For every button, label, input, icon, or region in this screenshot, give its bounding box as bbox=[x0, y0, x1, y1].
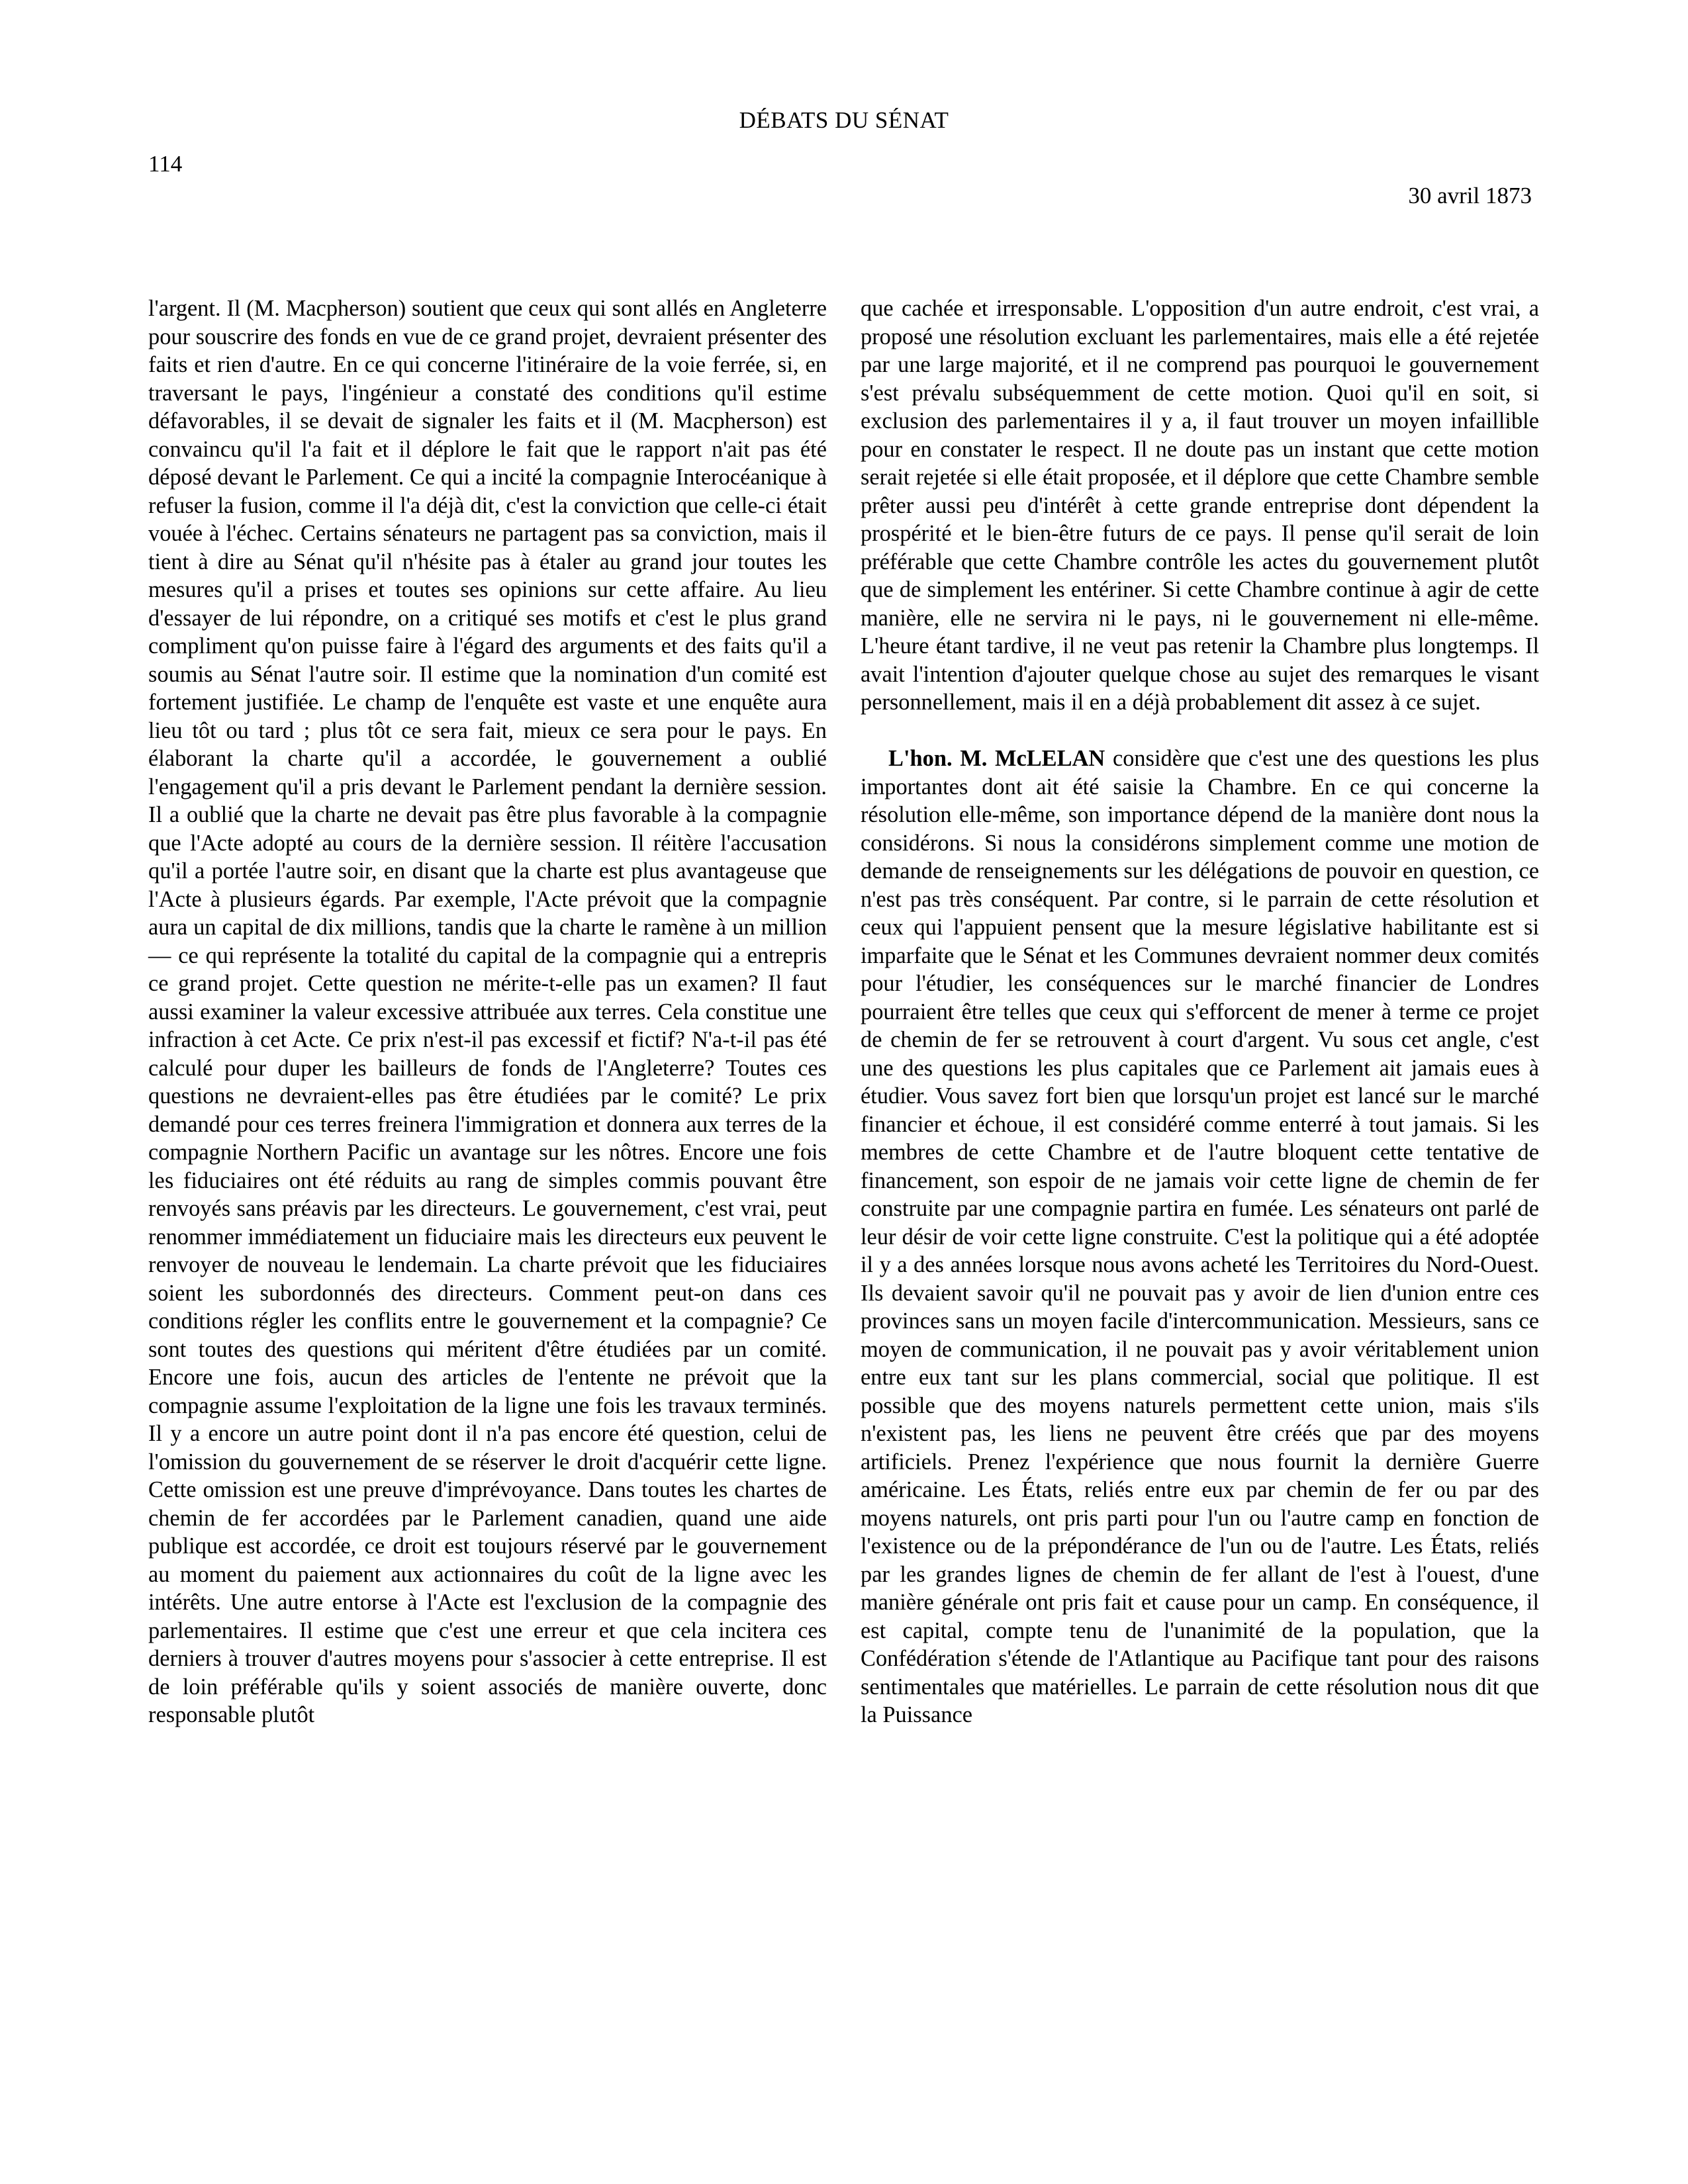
right-column bbox=[861, 295, 1539, 1729]
right-paragraph-2 bbox=[861, 745, 1539, 1729]
left-paragraph-1: l'argent. Il (M. Macpherson) soutient que ceux qui sont allés en Angleterre pour souscrire des fonds en vue de ce grand projet, devraient présenter des faits et rien d'autre. En ce qui concerne l'itinéraire de la voie ferrée, si, en traversant le pays, l'ingénieur a constaté des conditions qu'il estime défavorables, il se devait de signaler les faits et il (M. Macpherson) est convaincu qu'il l'a fait et il déplore le fait que le rapport n'ait pas été déposé devant le Parlement. Ce qui a incité la compagnie Interocéanique à refuser la fusion, comme il l'a déjà dit, c'est la conviction que celle-ci était vouée à l'échec. Certains sénateurs ne partagent pas sa conviction, mais il tient à dire au Sénat qu'il n'hésite pas à étaler au grand jour toutes les mesures qu'il a prises et toutes ses opinions sur cette affaire. Au lieu d'essayer de lui répondre, on a critiqué ses motifs et c'est le plus grand compliment qu'on puisse faire à l'égard des arguments et des faits qu'il a soumis au Sénat l'autre soir. Il estime que la nomination d'un comité est fortement justifiée. Le champ de l'enquête est vaste et une enquête aura lieu tôt ou tard ; plus tôt ce sera fait, mieux ce sera pour le pays. En élaborant la charte qu'il a accordée, le gouvernement a oublié l'engagement qu'il a pris devant le Parlement pendant la dernière session. Il a oublié que la charte ne devait pas être plus favorable à la compagnie que l'Acte adopté au cours de la dernière session. Il réitère l'accusation qu'il a portée l'autre soir, en disant que la charte est plus avantageuse que l'Acte à plusieurs égards. Par exemple, l'Acte prévoit que la compagnie aura un capital de dix millions, tandis que la charte le ramène à un million — ce qui représente la totalité du capital de la compagnie qui a entrepris ce grand projet. Cette question ne mérite-t-elle pas un examen? Il faut aussi examiner la valeur excessive attribuée aux terres. Cela constitue une infraction à cet Acte. Ce prix n'est-il pas excessif et fictif? N'a-t-il pas été calculé pour duper les bailleurs de fonds de l'Angleterre? Toutes ces questions ne devraient-elles pas être étudiées par le comité? Le prix demandé pour ces terres freinera l'immigration et donnera aux terres de la compagnie Northern Pacific un avantage sur les nôtres. Encore une fois les fiduciaires ont été réduits au rang de simples commis pouvant être renvoyés sans préavis par les directeurs. Le gouvernement, c'est vrai, peut renommer immédiatement un fiduciaire mais les directeurs eux peuvent le renvoyer de nouveau le lendemain. La charte prévoit que les fiduciaires soient les subordonnés des directeurs. Comment peut-on dans ces conditions régler les conflits entre le gouvernement et la compagnie? Ce sont toutes des questions qui méritent d'être étudiées par un comité. Encore une fois, aucun des articles de l'entente ne prévoit que la compagnie assume l'exploitation de la ligne une fois les travaux terminés. Il y a encore un autre point dont il n'a pas encore été question, celui de l'omission du gouvernement de se réserver le droit d'acquérir cette ligne. Cette omission est une preuve d'imprévoyance. Dans toutes les chartes de chemin de fer accordées par le Parlement canadien, quand une aide publique est accordée, ce droit est toujours réservé par le gouvernement au moment du paiement aux actionnaires du coût de la ligne avec les intérêts. Une autre entorse à l'Acte est l'exclusion de la compagnie des parlementaires. Il estime que c'est une erreur et que cela incitera ces derniers à trouver d'autres moyens pour s'associer à cette entreprise. Il est de loin préférable qu'ils y soient associés de manière ouverte, donc responsable plutôt bbox=[148, 296, 827, 1727]
page-number: 114 bbox=[148, 151, 183, 177]
left-column bbox=[148, 295, 827, 1729]
speaker-name: L'hon. M. McLELAN bbox=[888, 746, 1105, 771]
right-paragraph-1: que cachée et irresponsable. L'opposition d'un autre endroit, c'est vrai, a proposé une résolution excluant les parlementaires, mais elle a été rejetée par une large majorité, et il ne comprend pas pourquoi le gouvernement s'est prévalu subséquemment de cette motion. Quoi qu'il en soit, si exclusion des parlementaires il y a, il faut trouver un moyen infaillible pour en constater le respect. Il ne doute pas un instant que cette motion serait rejetée si elle était proposée, et il déplore que cette Chambre semble prêter aussi peu d'intérêt à cette grande entreprise dont dépendent la prospérité et le bien-être futurs de ce pays. Il pense qu'il serait de loin préférable que cette Chambre contrôle les actes du gouvernement plutôt que de simplement les entériner. Si cette Chambre continue à agir de cette manière, elle ne servira ni le pays, ni le gouvernement ni elle-même. L'heure étant tardive, il ne veut pas retenir la Chambre plus longtemps. Il avait l'intention d'ajouter quelque chose au sujet des remarques le visant personnellement, mais il en a déjà probablement dit assez à ce sujet. bbox=[861, 296, 1539, 715]
page-date: 30 avril 1873 bbox=[1408, 183, 1532, 208]
speaker-text: considère que c'est une des questions les plus importantes dont ait été saisie la Chambre. En ce qui concerne la résolution elle-même, son importance dépend de la manière dont nous la considérons. Si nous la considérons simplement comme une motion de demande de renseignements sur les délégations de pouvoir en question, ce n'est pas très conséquent. Par contre, si le parrain de cette résolution et ceux qui l'appuient pensent que la mesure législative habilitante est si imparfaite que le Sénat et les Communes devraient nommer deux comités pour l'étudier, les conséquences sur le marché financier de Londres pourraient être telles que ceux qui s'efforcent de mener à terme ce projet de chemin de fer se retrouvent à court d'argent. Vu sous cet angle, c'est une des questions les plus capitales que ce Parlement ait jamais eues à étudier. Vous savez fort bien que lorsqu'un projet est lancé sur le marché financier et échoue, il est considéré comme enterré à tout jamais. Si les membres de cette Chambre et de l'autre bloquent cette tentative de financement, son espoir de ne jamais voir cette ligne de chemin de fer construite par une compagnie partira en fumée. Les sénateurs ont parlé de leur désir de voir cette ligne construite. C'est la politique qui a été adoptée il y a des années lorsque nous avons acheté les Territoires du Nord-Ouest. Ils devaient savoir qu'il ne pouvait pas y avoir de lien d'union entre ces provinces sans un moyen facile d'intercommunication. Messieurs, sans ce moyen de communication, il ne pouvait pas y avoir véritablement union entre eux tant sur les plans commercial, social que politique. Il est possible que des moyens naturels permettent cette union, mais s'ils n'existent pas, les liens ne peuvent être créés que par des moyens artificiels. Prenez l'expérience que nous fournit la dernière Guerre américaine. Les États, reliés entre eux par chemin de fer ou par des moyens naturels, ont pris parti pour l'un ou l'autre camp en fonction de l'existence ou de la prépondérance de l'un ou de l'autre. Les États, reliés par les grandes lignes de chemin de fer allant de l'est à l'ouest, d'une manière générale ont pris fait et cause pour un camp. En conséquence, il est capital, compte tenu de l'unanimité de la population, que la Confédération s'étende de l'Atlantique au Pacifique tant pour des raisons sentimentales que matérielles. Le parrain de cette résolution nous dit que la Puissance bbox=[861, 746, 1539, 1727]
running-title: DÉBATS DU SÉNAT bbox=[739, 107, 949, 133]
